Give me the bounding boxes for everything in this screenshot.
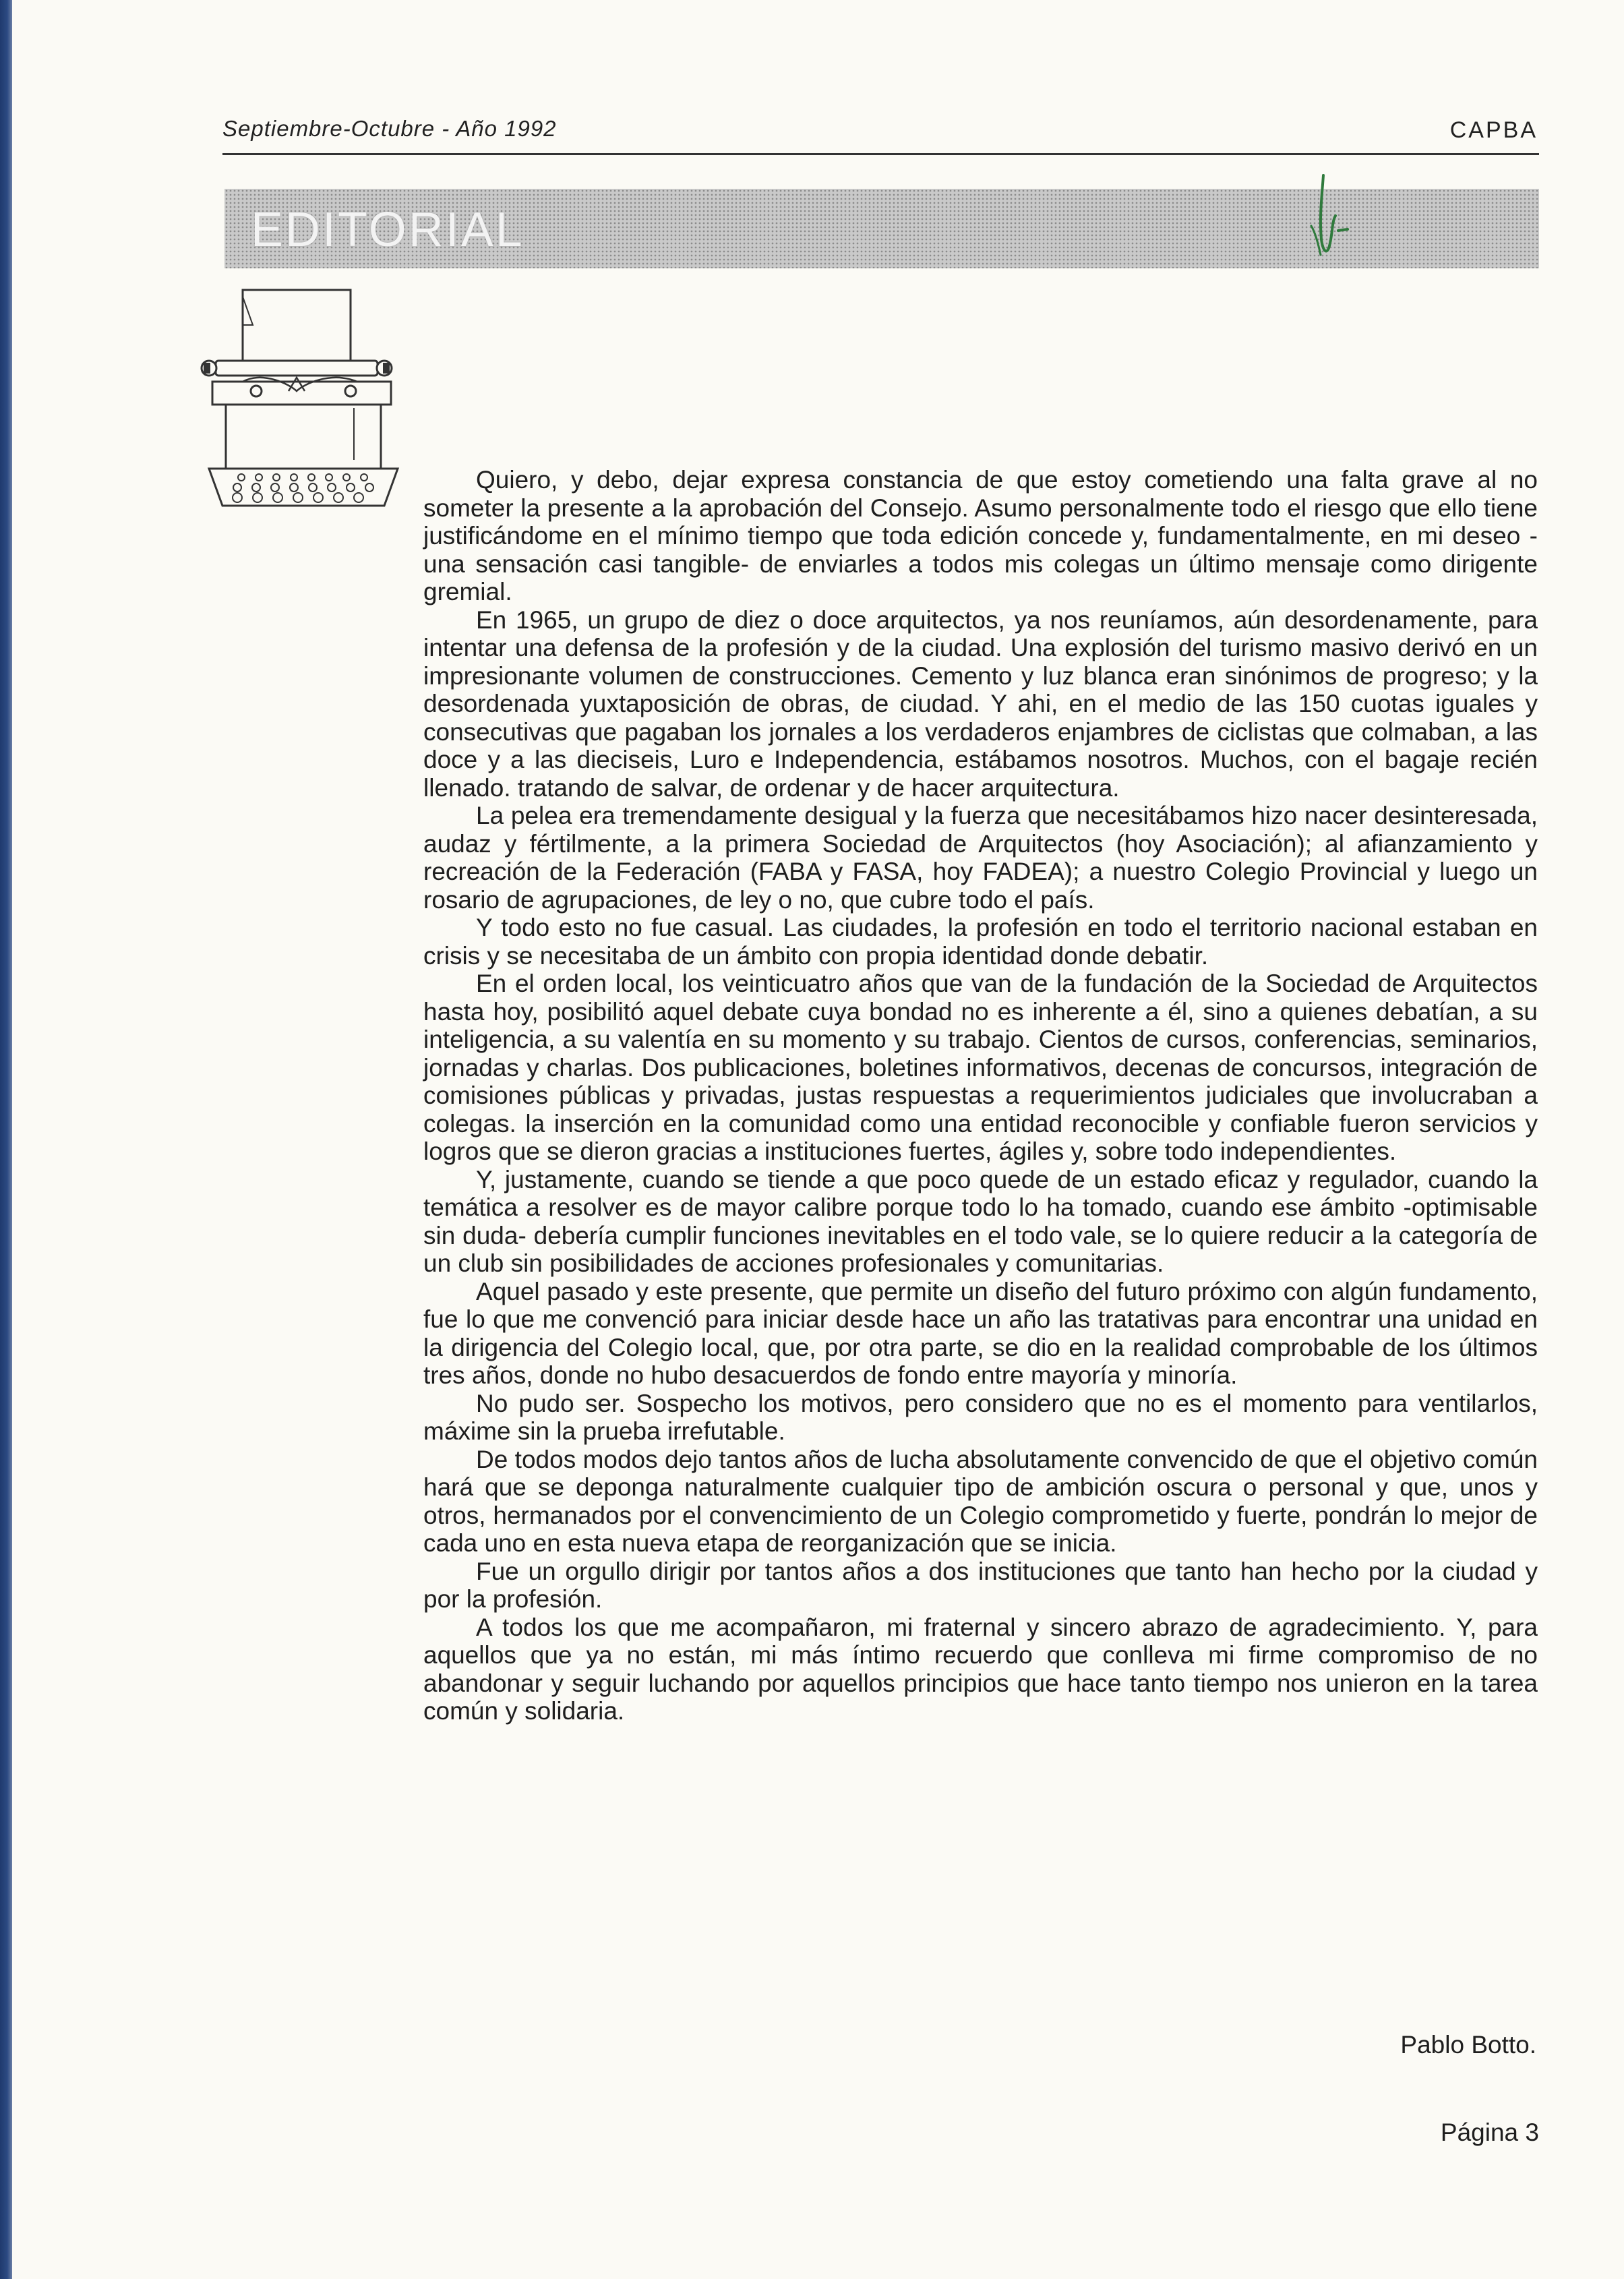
typewriter-icon — [189, 283, 418, 512]
paragraph: Fue un orgullo dirigir por tantos años a dos instituciones que tanto han hecho por la ciudad y por la profesión. — [423, 1557, 1538, 1613]
pen-scribble-icon — [1291, 169, 1358, 270]
binding-spine — [0, 0, 12, 2279]
paragraph: En el orden local, los veinticuatro años que van de la fundación de la Sociedad de Arquitectos hasta hoy, posibilitó aquel debate cuya bondad no es inherente a él, sino a quienes debatían, a su inteligencia, a su valentía en su momento y su trabajo. Cientos de cursos, conferencias, seminarios, jornadas y charlas. Dos publicaciones, boletines informativos, decenas de concursos, integración de comisiones públicas y privadas, justas respuestas a requerimientos judiciales que involucraban a colegas. la inserción en la comunidad como una entidad reconocible y confiable fueron servicios y logros que se dieron gracias a instituciones fuertes, ágiles y, sobre todo independientes. — [423, 970, 1538, 1165]
paragraph: De todos modos dejo tantos años de lucha absolutamente convencido de que el objetivo común hará que se deponga naturalmente cualquier tipo de ambición oscura o personal y que, unos y otros, hermanados por el convencimiento de un Colegio comprometido y fuerte, pondrán lo mejor de cada uno en esta nueva etapa de reorganización que se inicia. — [423, 1445, 1538, 1557]
paragraph: Y todo esto no fue casual. Las ciudades, la profesión en todo el territorio nacional estaban en crisis y se necesitaba de un ámbito con propia identidad donde debatir. — [423, 914, 1538, 970]
paragraph: Y, justamente, cuando se tiende a que poco quede de un estado eficaz y regulador, cuando la temática a resolver es de mayor calibre porque todo lo ha tomado, cuando ese ámbito -optimisable sin duda- debería cumplir funciones inevitables en el todo vale, se lo quiere reducir a la categoría de un club sin posibilidades de acciones profesionales y comunitarias. — [423, 1165, 1538, 1277]
paragraph: Aquel pasado y este presente, que permite un diseño del futuro próximo con algún fundamento, fue lo que me convenció para iniciar desde hace un año las tratativas para encontrar una unidad en la dirigencia del Colegio local, que, por otra parte, se dio en la realidad comprobable de los últimos tres años, donde no hubo desacuerdos de fondo entre mayoría y minoría. — [423, 1277, 1538, 1389]
paragraph: En 1965, un grupo de diez o doce arquitectos, ya nos reuníamos, aún desordenamente, para intentar una defensa de la profesión y de la ciudad. Una explosión del turismo masivo derivó en un impresionante volumen de construcciones. Cemento y luz blanca eran sinónimos de progreso; y la desordenada yuxtaposición de obras, de ciudad. Y ahi, en el medio de las 150 cuotas iguales y consecutivas que pagaban los jornales a los verdaderos enjambres de ciclistas que colmaban, a las doce y a las dieciseis, Luro e Independencia, estábamos nosotros. Muchos, con el bagaje recién llenado. tratando de salvar, de ordenar y de hacer arquitectura. — [423, 605, 1538, 802]
paragraph: La pelea era tremendamente desigual y la fuerza que necesitábamos hizo nacer desinteresada, audaz y fértilmente, a la primera Sociedad de Arquitectos (hoy Asociación); al afianzamiento y recreación de la Federación (FABA y FASA, hoy FADEA); a nuestro Colegio Provincial y luego un rosario de agrupaciones, de ley o no, que cubre todo el país. — [423, 802, 1538, 914]
paragraph: A todos los que me acompañaron, mi fraternal y sincero abrazo de agradecimiento. Y, para aquellos que ya no están, mi más íntimo recuerdo que conlleva mi firme compromiso de no abandonar y seguir luchando por aquellos principios que hace tanto tiempo nos unieron en la tarea común y solidaria. — [423, 1613, 1538, 1725]
page-number: Página 3 — [1440, 2119, 1539, 2146]
section-title: EDITORIAL — [251, 203, 524, 257]
author-signature: Pablo Botto. — [1400, 2031, 1536, 2059]
header-divider — [222, 153, 1539, 155]
publication-name: CAPBA — [1449, 117, 1538, 143]
paragraph: Quiero, y debo, dejar expresa constancia de que estoy cometiendo una falta grave al no someter la presente a la aprobación del Consejo. Asumo personalmente todo el riesgo que ello tiene justificándome en el mínimo tiempo que toda edición concede y, fundamentalmente, en mi deseo -una sensación casi tangible- de enviarles a todos mis colegas un último mensaje como dirigente gremial. — [423, 466, 1538, 605]
issue-date: Septiembre-Octubre - Año 1992 — [222, 116, 557, 141]
paragraph: No pudo ser. Sospecho los motivos, pero considero que no es el momento para ventilarlos, máxime sin la prueba irrefutable. — [423, 1389, 1538, 1445]
editorial-body — [423, 466, 1538, 1725]
